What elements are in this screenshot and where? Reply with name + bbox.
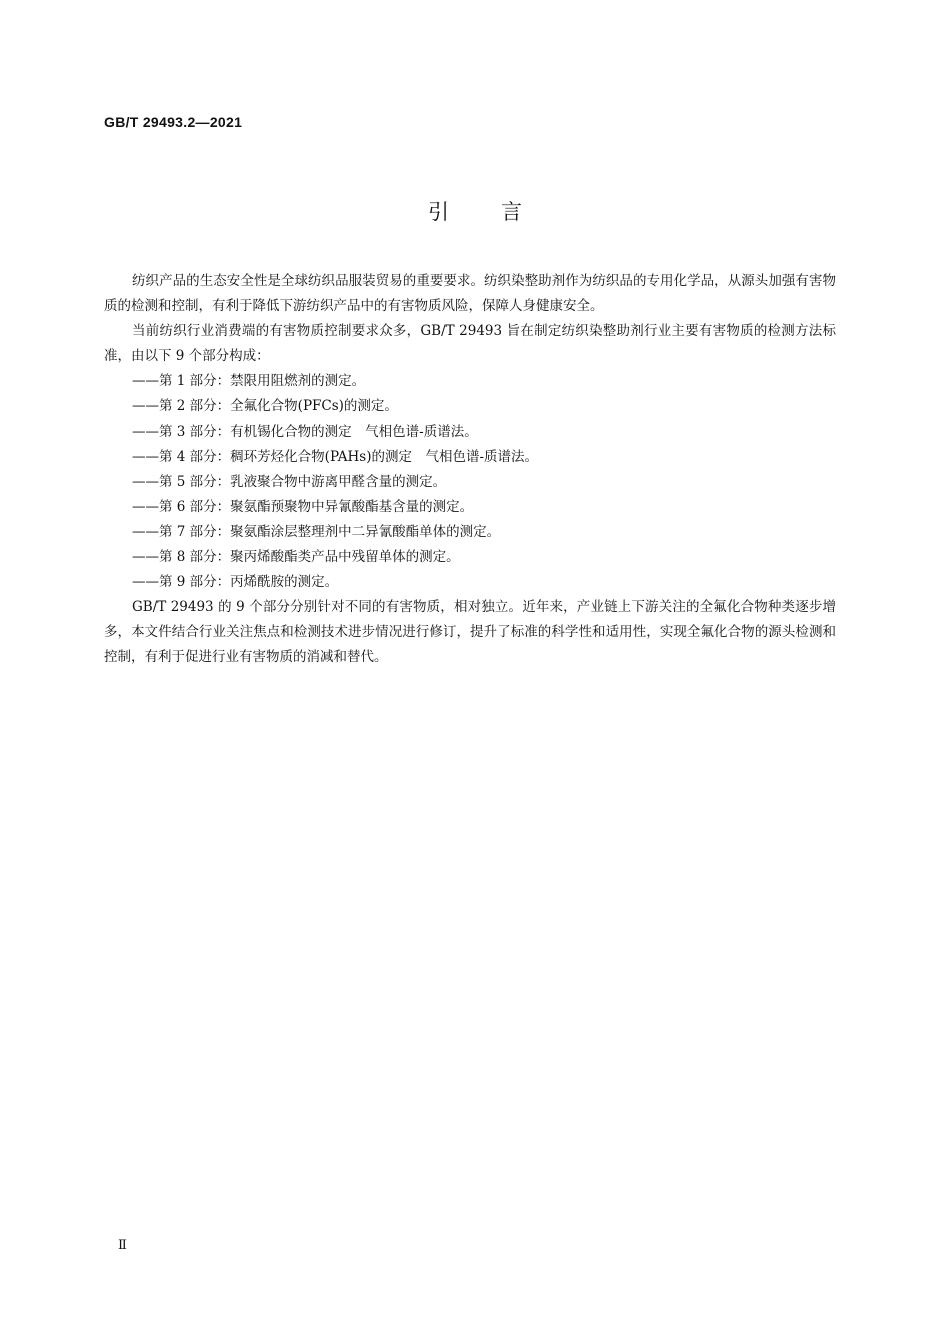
intro-paragraph-1: 纺织产品的生态安全性是全球纺织品服装贸易的重要要求。纺织染整助剂作为纺织品的专用化学品，从源头加强有害物质的检测和控制，有利于降低下游纺织产品中的有害物质风险，保障人身健康安全。 [104,273,836,315]
document-body [104,269,836,671]
list-item-part-7: ——第 7 部分：聚氨酯涂层整理剂中二异氰酸酯单体的测定。 [132,523,501,540]
list-item-part-9: ——第 9 部分：丙烯酰胺的测定。 [132,574,339,591]
intro-paragraph-2: 当前纺织行业消费端的有害物质控制要求众多，GB/T 29493 旨在制定纺织染整助剂行业主要有害物质的检测方法标准，由以下 9 个部分构成： [104,323,836,365]
intro-paragraph-3: GB/T 29493 的 9 个部分分别针对不同的有害物质，相对独立。近年来，产业链上下游关注的全氟化合物种类逐步增多，本文件结合行业关注焦点和检测技术进步情况进行修订，提升了标准的科学性和适用性，实现全氟化合物的源头检测和控制，有利于促进行业有害物质的消减和替代。 [104,599,836,666]
list-item-part-6: ——第 6 部分：聚氨酯预聚物中异氰酸酯基含量的测定。 [132,498,474,515]
parts-list [104,369,836,595]
list-item-part-2: ——第 2 部分：全氟化合物(PFCs)的测定。 [132,398,398,415]
list-item-part-8: ——第 8 部分：聚丙烯酸酯类产品中残留单体的测定。 [132,549,460,566]
standard-code: GB/T 29493.2—2021 [104,114,243,130]
list-item-part-5: ——第 5 部分：乳液聚合物中游离甲醛含量的测定。 [132,473,447,490]
section-title: 引言 [428,200,574,224]
page-number: Ⅱ [118,1238,127,1253]
list-item-part-1: ——第 1 部分：禁限用阻燃剂的测定。 [132,373,366,390]
list-item-part-3: ——第 3 部分：有机锡化合物的测定 气相色谱-质谱法。 [132,423,478,440]
list-item-part-4: ——第 4 部分：稠环芳烃化合物(PAHs)的测定 气相色谱-质谱法。 [132,448,539,465]
